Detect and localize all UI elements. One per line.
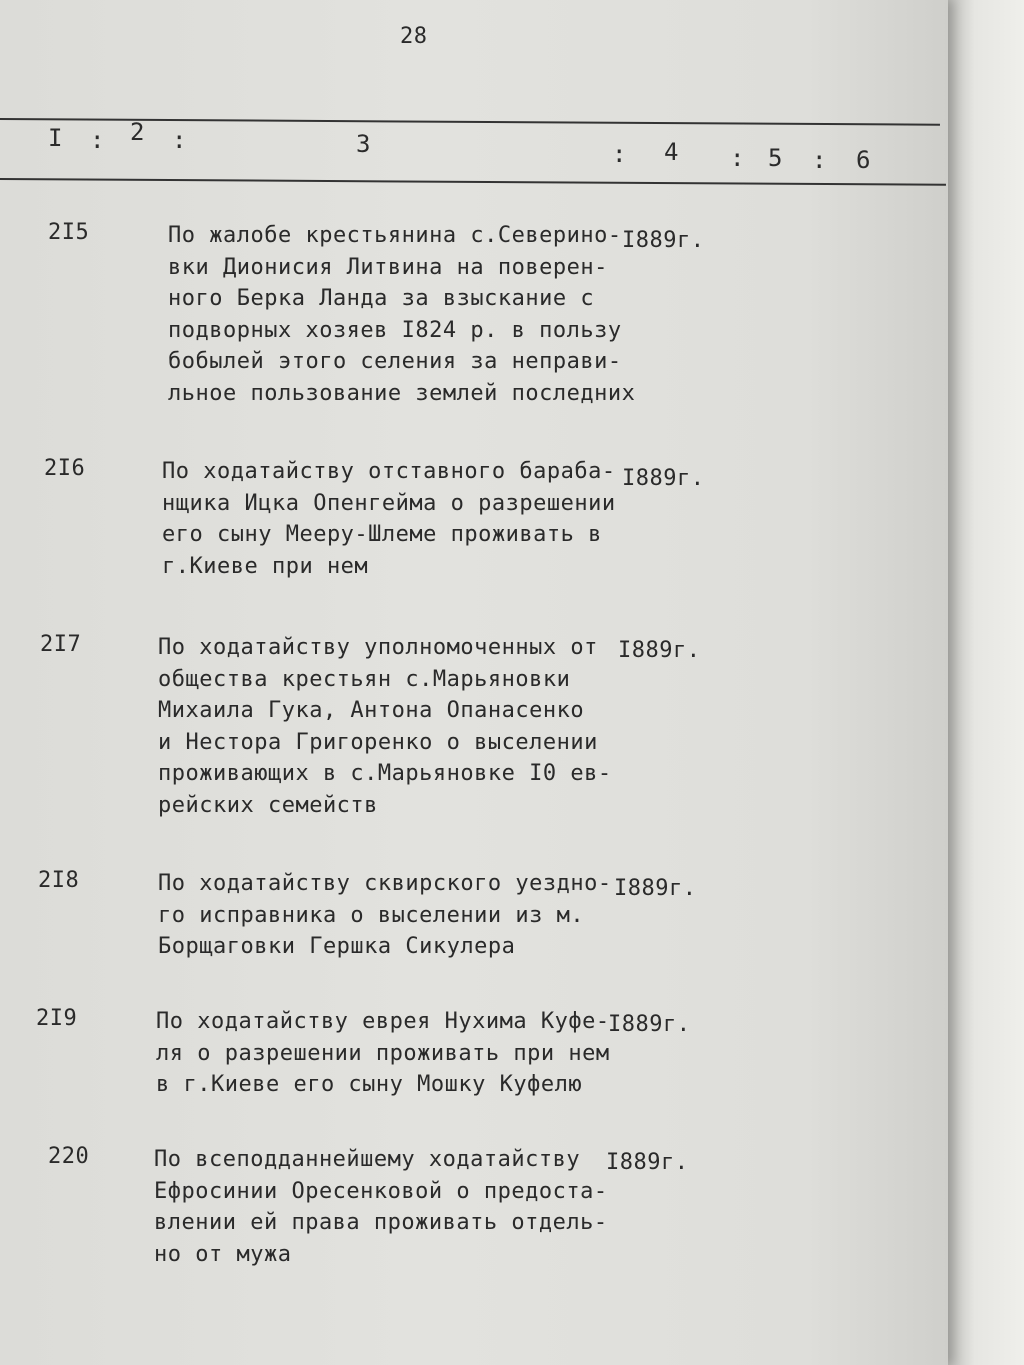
column-header-2: 2 [130, 118, 145, 146]
column-separator: : [812, 146, 827, 174]
description-line: в г.Киеве его сыну Мошку Куфелю [156, 1072, 583, 1097]
description-line: общества крестьян с.Марьяновки [158, 666, 571, 692]
entry-year: I889г. [622, 228, 705, 253]
description-line: По жалобе крестьянина с.Северино- [168, 223, 622, 248]
description-line: По всеподданнейшему ходатайству [154, 1147, 581, 1172]
description-line: г.Киеве при нем [162, 553, 369, 579]
column-header-3: 3 [356, 130, 371, 158]
underlying-page-edge [948, 0, 1024, 1365]
description-line: По ходатайству уполномоченных от [158, 635, 598, 660]
entry-number: 2I5 [48, 220, 90, 245]
entry-number: 2I7 [40, 632, 82, 657]
entry-number: 2I6 [44, 456, 86, 481]
entry-number: 2I9 [36, 1006, 78, 1031]
column-header-4: 4 [664, 138, 679, 166]
entry-description [158, 632, 628, 821]
description-line: ного Берка Ланда за взыскание с [168, 286, 595, 311]
column-header-6: 6 [856, 146, 871, 174]
header-rule-bottom [0, 178, 946, 186]
column-separator: : [730, 144, 745, 172]
description-line: Михаила Гука, Антона Опанасенко [158, 698, 585, 723]
entry-description [158, 868, 628, 963]
entry-description [168, 220, 638, 409]
description-line: и Нестора Григоренко о выселении [158, 729, 598, 755]
entry-description [154, 1144, 624, 1270]
entry-year: I889г. [606, 1150, 689, 1175]
description-line: нщика Ицка Опенгейма о разрешении [162, 490, 616, 516]
description-line: бобылей этого селения за неправи- [168, 349, 622, 374]
description-line: подворных хозяев I824 р. в пользу [168, 317, 622, 343]
description-line: но от мужа [154, 1241, 292, 1267]
description-line: Борщаговки Гершка Сикулера [158, 934, 516, 959]
entry-number: 220 [48, 1144, 90, 1169]
description-line: го исправника о выселении из м. [158, 902, 585, 928]
entry-year: I889г. [614, 876, 697, 901]
description-line: ля о разрешении проживать при нем [156, 1040, 610, 1066]
page-number: 28 [400, 24, 428, 49]
entry-description [156, 1006, 626, 1101]
column-separator: : [612, 140, 627, 168]
description-line: По ходатайству еврея Нухима Куфе- [156, 1009, 610, 1034]
entry-number: 2I8 [38, 868, 80, 893]
column-separator: : [90, 126, 105, 154]
description-line: проживающих в с.Марьяновке I0 ев- [158, 761, 612, 786]
column-separator: : [172, 126, 187, 154]
description-line: его сыну Мееру-Шлеме проживать в [162, 522, 602, 547]
column-header-5: 5 [768, 144, 783, 172]
entry-description [162, 456, 632, 582]
entry-year: I889г. [618, 638, 701, 663]
description-line: влении ей права проживать отдель- [154, 1210, 608, 1235]
column-header-1: I [48, 124, 63, 152]
description-line: Ефросинии Оресенковой о предоста- [154, 1178, 608, 1204]
entry-year: I889г. [608, 1012, 691, 1037]
entry-year: I889г. [622, 466, 705, 491]
description-line: По ходатайству сквирского уездно- [158, 871, 612, 896]
description-line: льное пользование землей последних [168, 380, 636, 406]
description-line: вки Дионисия Литвина на поверен- [168, 254, 608, 280]
description-line: По ходатайству отставного бараба- [162, 459, 616, 484]
description-line: рейских семейств [158, 792, 378, 818]
